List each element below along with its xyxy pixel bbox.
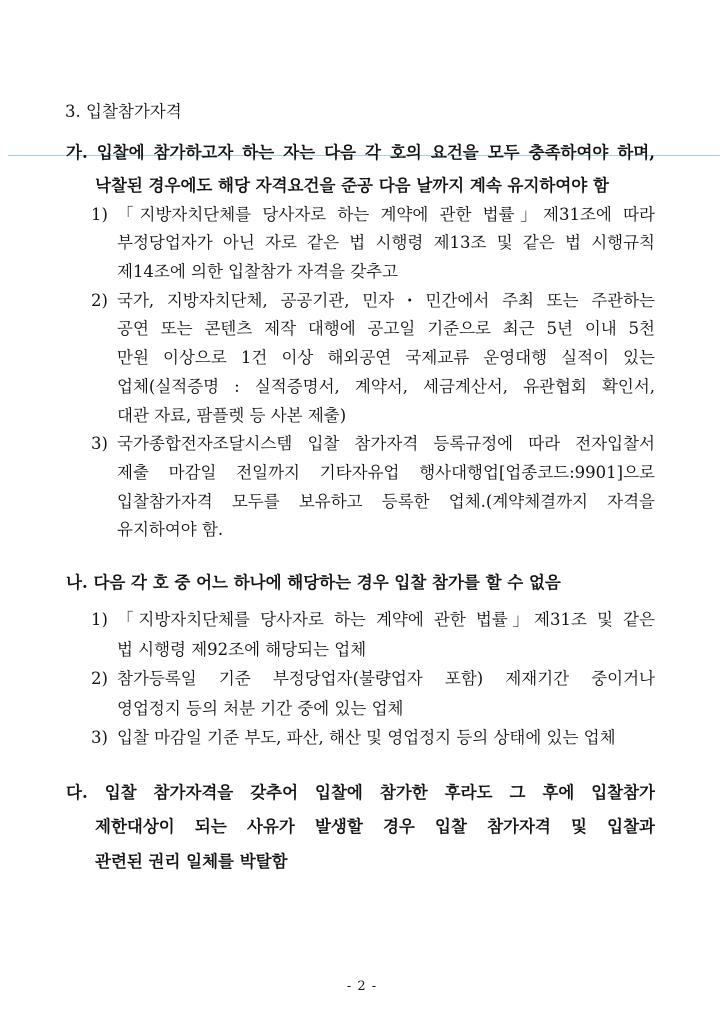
item-line: 「지방자치단체를 당사자로 하는 계약에 관한 법률」제31조에 따라 xyxy=(117,204,655,224)
item-line: 입찰 마감일 기준 부도, 파산, 해산 및 영업정지 등의 상태에 있는 업체 xyxy=(117,728,616,747)
clause-ga-items xyxy=(0,201,724,545)
item-line: 영업정지 등의 처분 기간 중에 있는 업체 xyxy=(117,698,404,718)
section-number: 3. xyxy=(65,102,81,121)
clause-line xyxy=(66,776,655,811)
clause-line: 관련된 권리 일체를 박탈함 xyxy=(95,851,288,871)
clause-text: 입찰에 참가하고자 하는 자는 다음 각 호의 요건을 모두 충족하여야 하며, xyxy=(96,142,655,162)
item-number: 1) xyxy=(91,610,108,629)
clause-label: 가. xyxy=(66,142,88,162)
clause-na xyxy=(0,566,724,599)
clause-line xyxy=(66,566,655,599)
clause-text: 다음 각 호 중 어느 하나에 해당하는 경우 입찰 참가를 할 수 없음 xyxy=(93,572,561,592)
item-line: 「지방자치단체를 당사자로 하는 계약에 관한 법률」제31조 및 같은 xyxy=(117,610,655,629)
item-line: 만원 이상으로 1건 이상 해외공연 국제교류 운영대행 실적이 있는 xyxy=(117,348,655,368)
clause-na-items xyxy=(0,605,724,753)
clause-line: 제한대상이 되는 사유가 발생할 경우 입찰 참가자격 및 입찰과 xyxy=(95,817,655,837)
list-item xyxy=(0,605,724,664)
clause-ga xyxy=(0,136,724,202)
item-line: 참가등록일 기준 부정당업자(불량업자 포함) 제재기간 중이거나 xyxy=(117,669,655,688)
clause-text: 입찰 참가자격을 갖추어 입찰에 참가한 후라도 그 후에 입찰참가 xyxy=(104,782,656,802)
item-line: 법 시행령 제92조에 해당되는 업체 xyxy=(117,639,367,659)
item-number: 1) xyxy=(91,204,108,224)
clause-label: 다. xyxy=(66,782,88,802)
item-line: 국가종합전자조달시스템 입찰 참가자격 등록규정에 따라 전자입찰서 xyxy=(117,434,655,454)
list-item xyxy=(0,287,724,431)
item-number: 2) xyxy=(91,290,108,310)
list-item xyxy=(0,430,724,545)
clause-label: 나. xyxy=(66,572,88,592)
item-line: 유지하여야 함. xyxy=(117,520,224,540)
item-line: 입찰참가자격 모두를 보유하고 등록한 업체.(계약체결까지 자격을 xyxy=(117,491,655,511)
item-line: 제출 마감일 전일까지 기타자유업 행사대행업[업종코드:9901]으로 xyxy=(117,462,655,482)
item-number: 3) xyxy=(91,434,108,454)
section-title: 입찰참가자격 xyxy=(86,102,182,121)
item-number: 2) xyxy=(91,669,108,688)
item-line: 업체(실적증명 : 실적증명서, 계약서, 세금계산서, 유관협회 확인서, xyxy=(117,376,655,396)
clause-line xyxy=(66,136,655,169)
list-item xyxy=(0,664,724,723)
item-line: 부정당업자가 아닌 자로 같은 법 시행령 제13조 및 같은 법 시행규칙 xyxy=(117,233,655,253)
page-number: - 2 - xyxy=(346,979,378,994)
item-line: 공연 또는 콘텐츠 제작 대행에 공고일 기준으로 최근 5년 이내 5천 xyxy=(117,319,655,339)
item-line: 제14조에 의한 입찰참가 자격을 갖추고 xyxy=(117,262,399,281)
list-item xyxy=(0,201,724,287)
item-line: 대관 자료, 팜플렛 등 사본 제출) xyxy=(117,405,347,425)
clause-line: 낙찰된 경우에도 해당 자격요건을 준공 다음 날까지 계속 유지하여야 함 xyxy=(95,175,609,195)
list-item xyxy=(0,723,724,753)
item-number: 3) xyxy=(91,728,108,747)
clause-da xyxy=(0,776,724,880)
item-line: 국가, 지방자치단체, 공공기관, 민자・민간에서 주최 또는 주관하는 xyxy=(117,290,655,310)
section-heading xyxy=(65,97,182,127)
